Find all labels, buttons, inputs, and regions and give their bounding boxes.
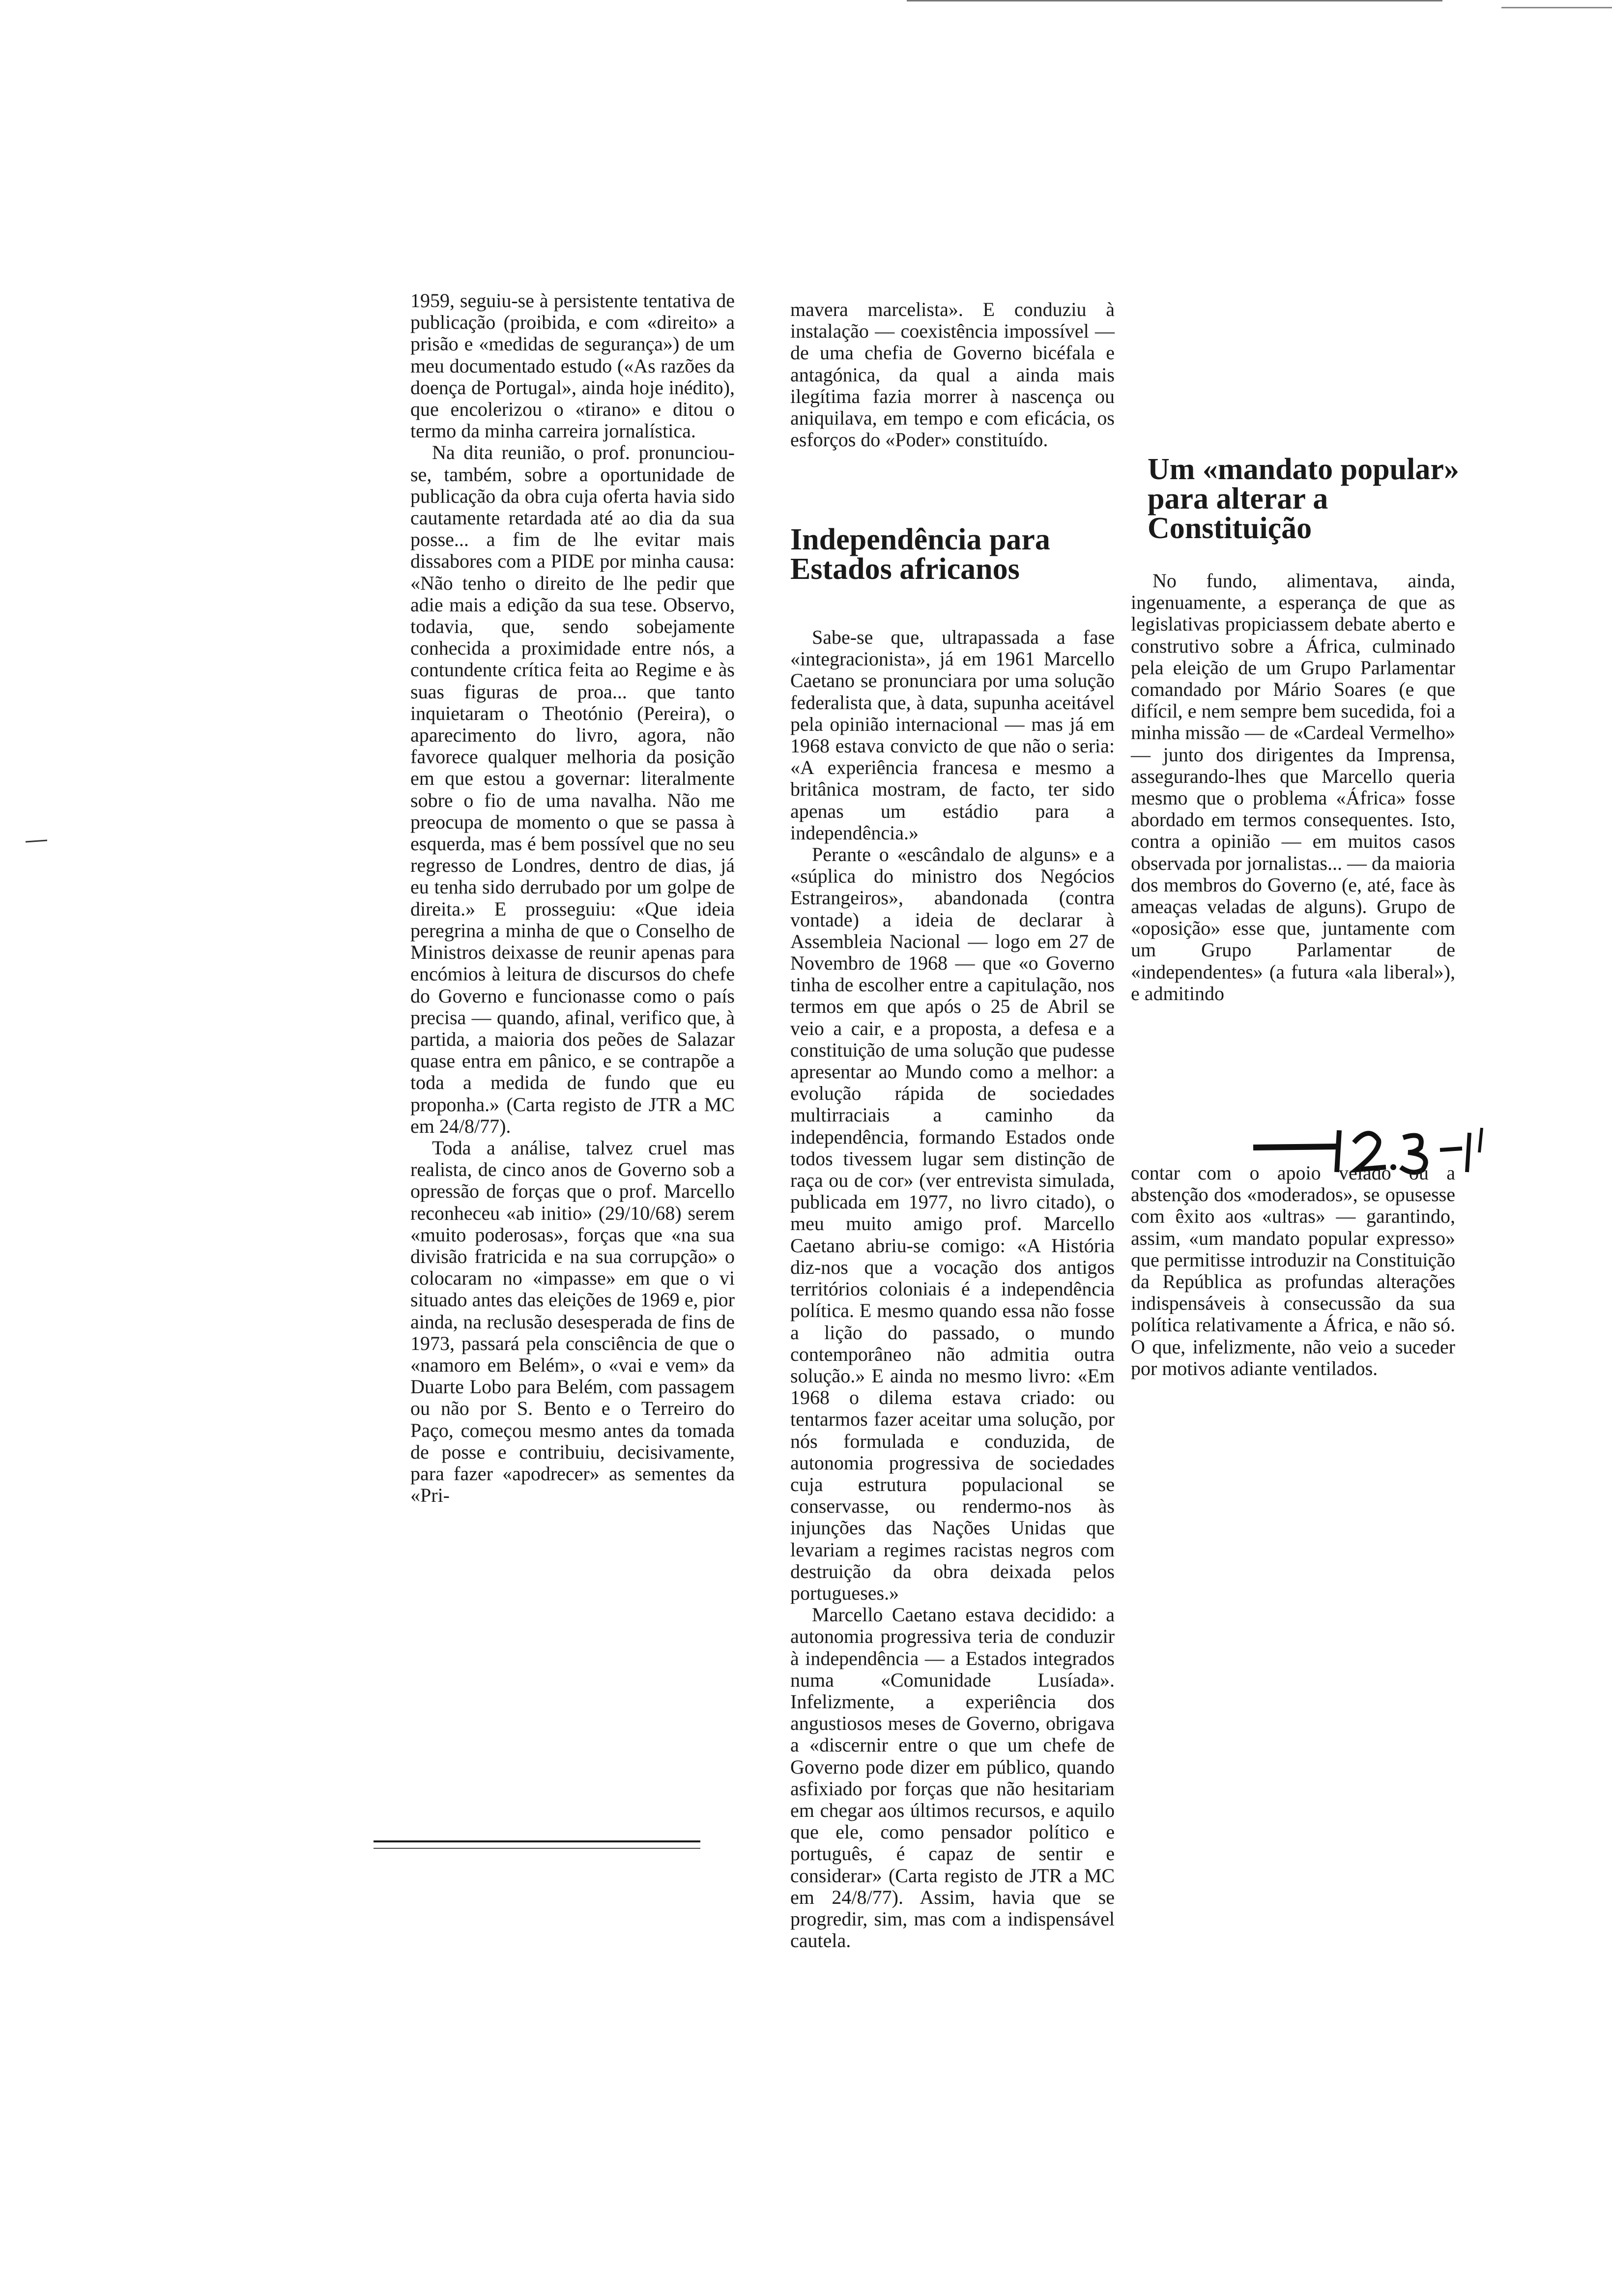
col1-paragraph-2: Na dita reunião, o prof. pronunciou-se, também, sobre a oportunidade de publicação da obra cuja oferta havia sido cautamente retardada até ao dia da sua posse... a fim de lhe evitar mais dissabores com a PIDE por minha causa: «Não tenho o direito de lhe pedir que adie mais a edição da sua tese. Observo, todavia, que, sendo sobejamente conhecida a proximidade entre nós, a contundente crítica feita ao Regime e às suas figuras de proa... que tanto inquietaram o Theotónio (Pereira), o aparecimento do livro, agora, não favorece qualquer melhoria da posição em que estou a governar: literalmente sobre o fio de uma navalha. Não me preocupa de momento o que se passa à esquerda, mas é bem possível que no seu regresso de Londres, dentro de dias, já eu tenha sido derrubado por um golpe de direita.» E prosseguiu: «Que ideia peregrina a minha de que o Conselho de Ministros deixasse de reunir apenas para encómios à leitura de discursos do chefe do Governo e funcionasse como o país precisa — quando, afinal, verifico que, à partida, a maioria dos peões de Salazar quase entra em pânico, e se contrapõe a toda a medida de fundo que eu proponha.» (Carta registo de JTR a MC em 24/8/77). xyxy=(410,441,735,1137)
subheading-independencia: Independência para Estados africanos xyxy=(790,523,1050,586)
article-column-1 xyxy=(410,290,735,1506)
col3-paragraph-1: No fundo, alimentava, ainda, ingenuamente, a esperança de que as legislativas propiciassem debate aberto e construtivo sobre a África, culminado pela eleição de um Grupo Parlamentar comandado por Mário Soares (e que difícil, e nem sempre bem sucedida, foi a minha missão — de «Cardeal Vermelho» — junto dos dirigentes da Imprensa, assegurando-lhes que Marcello queria mesmo que o problema «África» fosse abordado em termos consequentes. Isto, contra a opinião — em muitos casos observada por jornalistas... — da maioria dos membros do Governo (e, até, face às ameaças veladas de alguns). Grupo de «oposição» esse que, juntamente com um Grupo Parlamentar de «independentes» (a futura «ala liberal»), e admitindo xyxy=(1131,570,1455,1004)
col2-paragraph-3: Marcello Caetano estava decidido: a autonomia progressiva teria de conduzir à independência — a Estados integrados numa «Comunidade Lusíada». Infelizmente, a experiência dos angustiosos meses de Governo, obrigava a «discernir entre o que um chefe de Governo pode dizer em público, quando asfixiado por forças que não hesitariam em chegar aos últimos recursos, e aquilo que ele, como pensador político e português, é capaz de sentir e considerar» (Carta registo de JTR a MC em 24/8/77). Assim, havia que se progredir, sim, mas com a indispensável cautela. xyxy=(790,1604,1115,1952)
top-scan-rule-right xyxy=(1501,7,1612,8)
subheading-mandato-popular: Um «mandato popular» para alterar a Constituição xyxy=(1148,453,1459,545)
column-end-rule-thin xyxy=(374,1848,700,1849)
col1-paragraph-3: Toda a análise, talvez cruel mas realista, de cinco anos de Governo sob a opressão de forças que o prof. Marcello reconheceu «ab initio» (29/10/68) serem «muito poderosas», forças que «na sua divisão fratricida e na sua corrupção» o colocaram no «impasse» em que o vi situado antes das eleições de 1969 e, pior ainda, na reclusão desesperada de fins de 1973, passará pela consciência de que o «namoro em Belém», o «vai e vem» da Duarte Lobo para Belém, com passagem ou não por S. Bento e o Terreiro do Paço, começou mesmo antes da tomada de posse e contribuiu, decisivamente, para fazer «apodrecer» as sementes da «Pri- xyxy=(410,1136,735,1507)
column-end-rule xyxy=(374,1840,700,1842)
top-scan-rule xyxy=(907,0,1442,1)
article-column-3-continued xyxy=(1131,1162,1455,1379)
col2-continuation: mavera marcelista». E conduziu à instalação — coexistência impossível — de uma chefia de Governo bicéfala e antagónica, da qual a ainda mais ilegítima fazia morrer à nascença ou aniquilava, em tempo e com eficácia, os esforços do «Poder» constituído. xyxy=(790,298,1115,451)
col2-paragraph-2: Perante o «escândalo de alguns» e a «súplica do ministro dos Negócios Estrangeiros», abandonada (contra vontade) a ideia de declarar à Assembleia Nacional — logo em 27 de Novembro de 1968 — que «o Governo tinha de escolher entre a capitulação, nos termos em que após o 25 de Abril se veio a cair, e a proposta, a defesa e a constituição de uma solução que pudesse apresentar ao Mundo como a melhor: a evolução rápida de sociedades multirraciais a caminho da independência, formando Estados onde todos tivessem lugar sem distinção de raça ou de cor» (ver entrevista simulada, publicada em 1977, no livro citado), o meu muito amigo prof. Marcello Caetano abriu-se comigo: «A História diz-nos que a vocação dos antigos territórios coloniais é a independência política. E mesmo quando essa não fosse a lição do passado, o mundo contemporâneo não admitia outra solução.» E ainda no mesmo livro: «Em 1968 o dilema estava criado: ou tentarmos fazer aceitar uma solução, por nós formulada e conduzida, de autonomia progressiva de sociedades cuja estrutura populacional se conservasse, ou rendermo-nos às injunções das Nações Unidas que levariam a regimes racistas negros com destruição da obra deixada pelos portugueses.» xyxy=(790,843,1115,1604)
col3-paragraph-2: contar com o apoio velado ou a abstenção dos «moderados», se opusesse com êxito aos «ultras» — garantindo, assim, «um mandato popular expresso» que permitisse introduzir na Constituição da República as profundas alterações indispensáveis à consecussão da sua política relativamente a África, e não só. O que, infelizmente, não veio a suceder por motivos adiante ventilados. xyxy=(1131,1162,1455,1379)
article-column-2-body xyxy=(790,627,1115,1952)
article-column-2 xyxy=(790,299,1115,451)
margin-tick-mark xyxy=(26,839,47,842)
col2-paragraph-1: Sabe-se que, ultrapassada a fase «integracionista», já em 1961 Marcello Caetano se pronunciara por uma solução federalista que, à data, supunha aceitável pela opinião internacional — mas já em 1968 estava convicto de que não o seria: «A experiência francesa e mesmo a britânica mostram, de facto, ter sido apenas um estádio para a independência.» xyxy=(790,626,1115,844)
article-column-3 xyxy=(1131,570,1455,1004)
col1-paragraph-1: 1959, seguiu-se à persistente tentativa de publicação (proibida, e com «direito» a prisão e «medidas de segurança») de um meu documentado estudo («As razões da doença de Portugal», ainda hoje inédito), que encolerizou o «tirano» e ditou o termo da minha carreira jornalística. xyxy=(410,289,735,442)
